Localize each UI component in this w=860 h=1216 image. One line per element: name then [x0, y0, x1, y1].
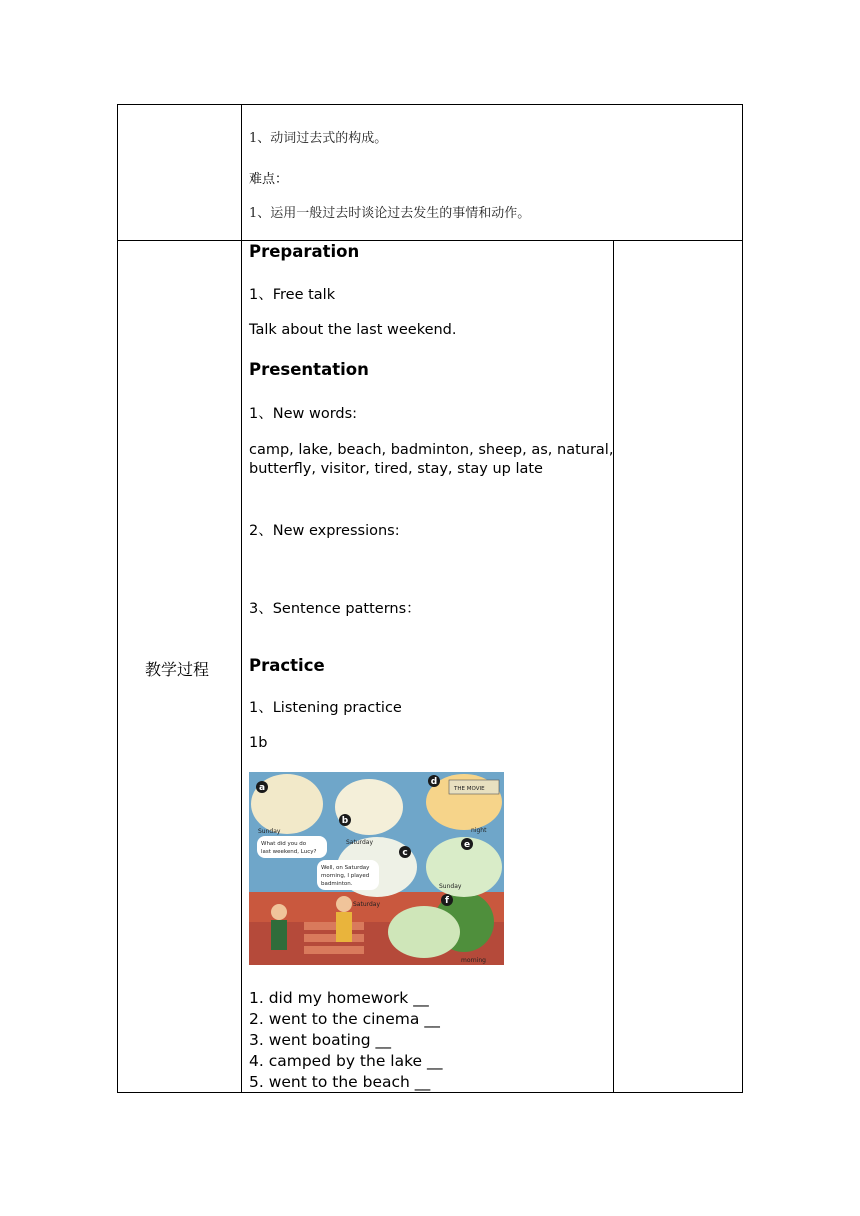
table-right-border — [742, 104, 743, 1093]
letter-a: a — [258, 783, 266, 793]
listening-practice-item: 1、Listening practice — [249, 700, 402, 716]
new-words-line1: camp, lake, beach, badminton, sheep, as, natural, — [249, 442, 614, 458]
list-item: 4. camped by the lake __ — [249, 1052, 443, 1070]
new-words-line2: butterfly, visitor, tired, stay, stay up late — [249, 461, 543, 477]
bubble-question-line1: What did you do — [261, 841, 307, 847]
list-item: 1. did my homework __ — [249, 989, 429, 1007]
list-item: 3. went boating __ — [249, 1031, 392, 1049]
presentation-heading: Presentation — [249, 360, 369, 379]
table-inner-column-divider — [613, 240, 614, 1093]
free-talk-text: Talk about the last weekend. — [249, 322, 457, 338]
caption-sign: THE MOVIE — [454, 786, 485, 792]
letter-f: f — [445, 896, 449, 906]
caption-c: Saturday — [353, 901, 381, 908]
letter-d: d — [430, 777, 438, 787]
caption-a: Sunday — [258, 828, 281, 835]
list-item: 2. went to the cinema __ — [249, 1010, 440, 1028]
letter-b: b — [341, 816, 349, 826]
bubble-question-line2: last weekend, Lucy? — [261, 849, 317, 855]
letter-e: e — [463, 840, 471, 850]
table-column-divider — [241, 104, 242, 1093]
process-label: 教学过程 — [145, 660, 210, 679]
bubble-answer-line3: badminton. — [321, 881, 353, 887]
key-point-text: 1、动词过去式的构成。 — [249, 131, 388, 146]
sentence-patterns-item: 3、Sentence patterns： — [249, 601, 421, 617]
practice-heading: Practice — [249, 656, 325, 675]
table-left-border — [117, 104, 118, 1093]
difficulty-text: 1、运用一般过去时谈论过去发生的事情和动作。 — [249, 206, 531, 221]
caption-f: morning — [461, 957, 486, 964]
list-item: 5. went to the beach __ — [249, 1073, 431, 1091]
caption-b: Saturday — [346, 839, 374, 846]
preparation-heading: Preparation — [249, 242, 360, 261]
new-expressions-item: 2、New expressions: — [249, 523, 400, 539]
free-talk-item: 1、Free talk — [249, 287, 336, 303]
bubble-answer-line2: morning, I played — [321, 873, 370, 879]
exercise-1b-label: 1b — [249, 735, 268, 751]
weekend-activities-illustration — [249, 772, 504, 965]
letter-c: c — [402, 848, 408, 858]
table-top-border — [117, 104, 743, 105]
new-words-item: 1、New words: — [249, 406, 358, 422]
difficulty-label: 难点： — [249, 172, 289, 187]
bubble-answer-line1: Well, on Saturday — [321, 865, 370, 871]
caption-d: night — [471, 827, 487, 834]
caption-e: Sunday — [439, 883, 462, 890]
table-row-divider — [117, 240, 743, 241]
